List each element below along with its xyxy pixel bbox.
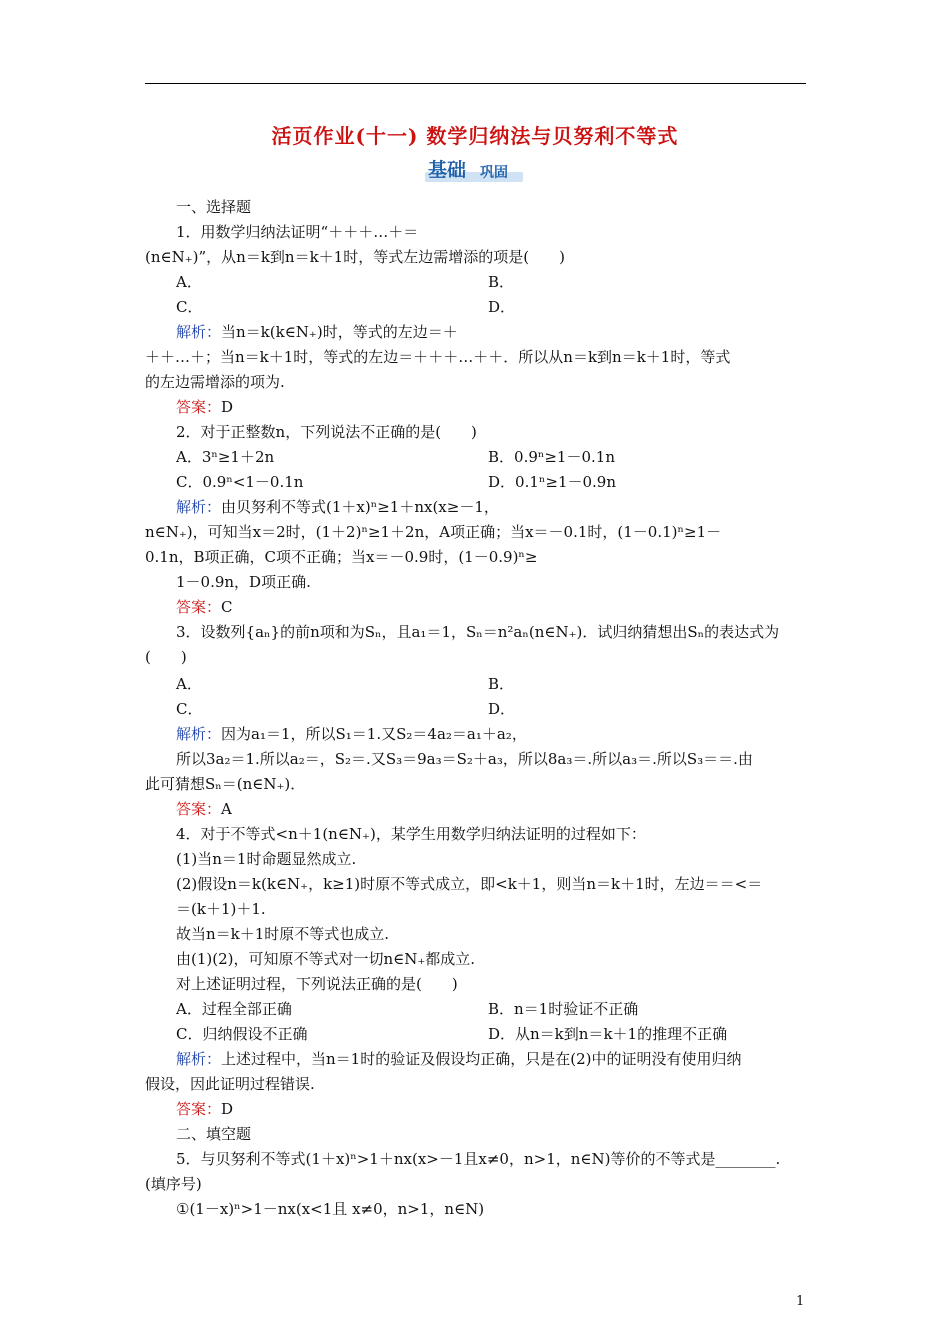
q3-option-b: B． [488,675,515,693]
q1-option-d: D． [488,298,516,316]
analysis-text: 由贝努利不等式(1＋x)ⁿ≥1＋nx(x≥－1， [221,498,499,516]
analysis-text: 当n＝k(k∈N₊)时，等式的左边＝＋ [221,323,458,341]
q3-answer [176,799,837,819]
q2-analysis-cont: n∈N₊)，可知当x＝2时，(1＋2)ⁿ≥1＋2n，A项正确；当x＝－0.1时，(1－0.1)ⁿ≥1－ [145,523,722,541]
q2-answer [176,597,837,617]
q5-item: ①(1－x)ⁿ>1－nx(x<1且 x≠0，n>1，n∈N) [176,1200,485,1218]
q4-option-b: B．n＝1时验证不正确 [488,1000,639,1018]
q2-analysis-cont: 0.1n，B项正确，C项不正确；当x＝－0.9时，(1－0.9)ⁿ≥ [145,548,538,566]
answer-value: A [221,800,232,818]
q4-proof-step: 故当n＝k＋1时原不等式也成立. [176,925,390,943]
q3-option-d: D． [488,700,516,718]
svg-text:基础: 基础 [428,159,467,181]
analysis-label: 解析： [176,1050,222,1068]
analysis-label: 解析： [176,323,222,341]
q3-analysis-cont: 所以3a₂＝1.所以a₂＝，S₂＝.又S₃＝9a₃＝S₂＋a₃，所以8a₃＝.所以a₃＝.所以S₃＝＝.由 [176,750,753,768]
q2-analysis [176,497,837,517]
jichu-gonggu-logo [424,156,524,184]
q3-option-c: C． [176,700,203,718]
answer-label: 答案： [176,800,222,818]
q3-option-a: A． [176,675,202,693]
q1-analysis-cont: ＋＋…＋；当n＝k＋1时，等式的左边＝＋＋＋…＋＋．所以从n＝k到n＝k＋1时，等式 [145,348,731,366]
section-heading: 二、填空题 [176,1125,252,1143]
q4-proof-step: 由(1)(2)，可知原不等式对一切n∈N₊都成立. [176,950,476,968]
analysis-text: 因为a₁＝1，所以S₁＝1.又S₂＝4a₂＝a₁＋a₂， [221,725,527,743]
q4-stem: 4．对于不等式<n＋1(n∈N₊)，某学生用数学归纳法证明的过程如下： [176,825,646,843]
q3-analysis-cont: 此可猜想Sₙ＝(n∈N₊)． [145,775,306,793]
q3-analysis [176,724,837,744]
q2-option-d: D．0.1ⁿ≥1－0.9n [488,473,616,491]
q4-option-d: D．从n＝k到n＝k＋1的推理不正确 [488,1025,728,1043]
section-heading: 一、选择题 [176,198,252,216]
q3-stem: 3．设数列{aₙ}的前n项和为Sₙ，且a₁＝1，Sₙ＝n²aₙ(n∈N₊)．试归纳猜想出Sₙ的表达式为 [176,623,780,641]
q1-analysis [176,322,837,342]
page-title: 活页作业(十一) 数学归纳法与贝努利不等式 [271,124,679,148]
q4-option-a: A．过程全部正确 [176,1000,292,1018]
q1-option-a: A． [176,273,202,291]
answer-label: 答案： [176,1100,222,1118]
q2-option-b: B．0.9ⁿ≥1－0.1n [488,448,615,466]
q1-option-c: C． [176,298,203,316]
q2-option-c: C．0.9ⁿ<1－0.1n [176,473,304,491]
analysis-label: 解析： [176,498,222,516]
q4-proof-step: (1)当n＝1时命题显然成立. [176,850,357,868]
q1-stem-cont: (n∈N₊)”，从n＝k到n＝k＋1时，等式左边需增添的项是( ) [145,248,565,266]
analysis-label: 解析： [176,725,222,743]
answer-label: 答案： [176,598,222,616]
q4-analysis-cont: 假设，因此证明过程错误. [145,1075,315,1093]
q2-option-a: A．3ⁿ≥1＋2n [176,448,275,466]
q3-stem-cont: ( ) [145,648,187,666]
q2-stem: 2．对于正整数n，下列说法不正确的是( ) [176,423,477,441]
analysis-text: 上述过程中，当n＝1时的验证及假设均正确，只是在(2)中的证明没有使用归纳 [221,1050,742,1068]
q4-proof-step: (2)假设n＝k(k∈N₊，k≥1)时原不等式成立，即<k＋1，则当n＝k＋1时，左边＝＝<＝ [176,875,763,893]
answer-value: D [221,398,234,416]
q1-stem: 1．用数学归纳法证明“＋＋＋…＋＝ [176,223,419,241]
q5-stem: 5．与贝努利不等式(1＋x)ⁿ>1＋nx(x>－1且x≠0，n>1，n∈N)等价的不等式是________. [176,1150,781,1168]
q4-proof-step: ＝(k＋1)＋1. [176,900,266,918]
svg-text:巩固: 巩固 [480,165,508,181]
q4-option-c: C．归纳假设不正确 [176,1025,308,1043]
q1-answer [176,397,837,417]
answer-value: D [221,1100,234,1118]
answer-label: 答案： [176,398,222,416]
q1-option-b: B． [488,273,515,291]
header-rule [145,83,806,84]
q2-analysis-cont: 1－0.9n，D项正确. [176,573,311,591]
q5-stem-cont: (填序号) [145,1175,202,1193]
page-number: 1 [796,1294,805,1309]
q4-analysis [176,1049,837,1069]
answer-value: C [221,598,233,616]
q4-answer [176,1099,837,1119]
q4-question: 对上述证明过程，下列说法正确的是( ) [176,975,458,993]
q1-analysis-cont: 的左边需增添的项为. [145,373,285,391]
